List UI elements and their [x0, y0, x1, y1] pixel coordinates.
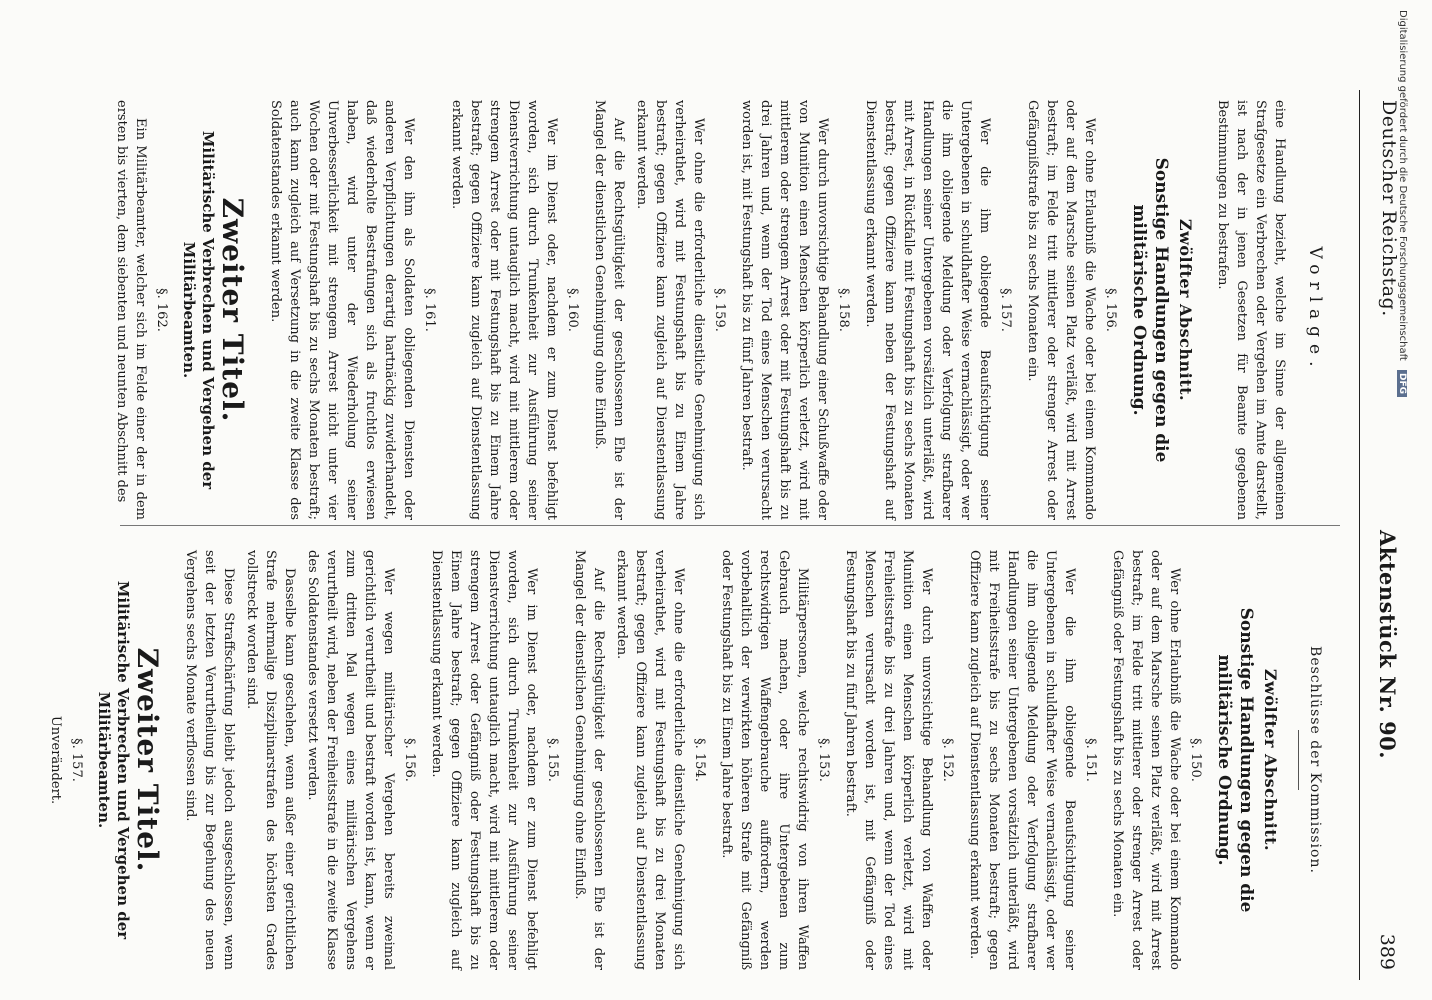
stamp-text: Digitalisierung gefördert durch die Deutsche Forschungsgemeinschaft: [1397, 10, 1408, 361]
page-header: [1350, 60, 1420, 1000]
paragraph-number: §. 155.: [545, 738, 560, 782]
right-section-title: Sonstige Handlungen gegen die militärische Ordnung.: [1214, 607, 1256, 913]
column-divider: [120, 525, 1340, 526]
paragraph-number: §. 158.: [836, 288, 851, 332]
right-paragraph: [717, 550, 833, 970]
paragraph-text: Wer durch unvorsichtige Behandlung einer Schußwaffe oder von Munition einen Menschen körperlich verletzt, wird mit mittlerem oder strengem Arrest oder mit Festungshaft bis zu drei Jahren und, wenn der Tod eines Menschen verursacht worden ist, mit Festungshaft bis zu fünf Jahren bestraft.: [739, 100, 830, 520]
paragraph-text: Wer die ihm obliegende Beaufsichtigung seiner Untergebenen in schuldhafter Weise vernachlässigt, oder wer die ihm obliegende Meldung oder Verfolgung strafbarer Handlungen seiner Untergebenen vorsätzlich unterläßt, wird mit Arrest, in Rückfalle mit Festungshaft bis zu sechs Monaten bestraft; gegen Offiziere kann neben der Festungshaft auf Dienstentlassung erkannt werden.: [863, 100, 992, 520]
right-paragraph: [181, 550, 238, 970]
right-section: Zwölfter Abschnitt.: [1261, 668, 1280, 852]
right-paragraph: [1108, 550, 1205, 970]
right-paragraph: [570, 550, 608, 970]
left-titel: Zweiter Titel.: [216, 197, 249, 423]
paragraph-text: Wer wegen militärischer Vergehen bereits zweimal gerichtlich verurtheilt und bestraft worden ist, kann, wenn er zum dritten Mal wegen eines militärischen Vergehens verurtheilt wird, neben der Freiheitsstrafe in die zweite Klasse des Soldatenstandes versetzt werden.: [305, 550, 396, 970]
left-section: Zwölfter Abschnitt.: [1176, 218, 1195, 402]
right-paragraph: [965, 550, 1100, 970]
paragraph-text: Unverändert.: [48, 715, 63, 805]
paragraph-text: Wer den ihm als Soldaten obliegenden Diensten oder anderen Verpflichtungen derartig hartnäckig zuwiderhandelt, daß wiederholte Bestrafungen sich als fruchtlos erwiesen haben, wird unter der Wiederholung seiner Unverbesserlichkeit mit strengem Arrest nicht unter vier Wochen oder mit Festungshaft bis zu sechs Monaten bestraft; auch kann zugleich auf Versetzung in die zweite Klasse des Soldatenstandes erkannt werden.: [268, 100, 416, 520]
right-column: [42, 550, 1330, 970]
paragraph-text: Wer durch unvorsichtige Behandlung von Waffen oder Munition einen Menschen körperlich verletzt, wird mit Freiheitsstrafe bis zu drei Jahren und, wenn der Tod eines Menschen verursacht worden ist, mit Gefängniß oder Festungshaft bis zu fünf Jahren bestraft.: [843, 550, 934, 970]
digitization-stamp: [1390, 10, 1408, 990]
paragraph-number: §. 161.: [422, 288, 437, 332]
left-intro: eine Handlung bezieht, welche im Sinne der allgemeinen Strafgesetze ein Verbrechen oder Vergehen im Amte darstellt, ist nach der in jenen Gesetzen für Beamte gegebenen Bestimmungen zu bestrafen.: [1215, 100, 1287, 520]
left-paragraph: [590, 100, 628, 520]
rotated-page: [20, 60, 1420, 1000]
paragraph-number: §. 157.: [998, 288, 1013, 332]
paragraph-number: §. 156.: [1103, 288, 1118, 332]
paragraph-text: Wer ohne die erforderliche dienstliche Genehmigung sich verheirathet, wird mit Festungshaft bis zu drei Monaten bestraft; gegen Offiziere kann zugleich auf Dienstentlassung erkannt werden.: [614, 550, 686, 970]
left-paragraph: [632, 100, 729, 520]
paragraph-text: Auf die Rechtsgültigkeit der geschlossenen Ehe ist der Mangel der dienstlichen Genehmigung ohne Einfluß.: [572, 550, 606, 970]
left-column: [108, 100, 1330, 520]
header-left: Deutscher Reichstag.: [1378, 100, 1400, 317]
page-number: 389: [1376, 933, 1398, 970]
paragraph-text: Wer ohne die erforderliche dienstliche Genehmigung sich verheirathet, wird mit Festungshaft bis zu Einem Jahre bestraft; gegen Offiziere kann zugleich auf Dienstentlassung erkannt werden.: [634, 100, 706, 520]
paragraph-number: §. 153.: [816, 738, 831, 782]
right-titel: Zweiter Titel.: [131, 647, 164, 873]
paragraph-number: §. 159.: [712, 288, 727, 332]
left-paragraph: [737, 100, 853, 520]
paragraph-number: §. 154.: [692, 738, 707, 782]
paragraph-text: Wer im Dienst oder, nachdem er zum Dienst befehligt worden, sich durch Trunkenheit zur Ausführung seiner Dienstverrichtung untauglich macht, wird mit mittlerem oder strengem Arrest oder mit Festungshaft bis zu Einem Jahre bestraft; gegen Offiziere kann zugleich auf Dienstentlassung erkannt werden.: [449, 100, 559, 520]
left-paragraph: [861, 100, 1015, 520]
left-section-title: Sonstige Handlungen gegen die militärische Ordnung.: [1129, 157, 1171, 463]
paragraph-number: §. 157.: [69, 738, 84, 782]
paragraph-text: Auf die Rechtsgültigkeit der geschlossenen Ehe ist der Mangel der dienstlichen Genehmigung ohne Einfluß.: [592, 100, 626, 520]
heading-rule: [1298, 730, 1299, 790]
left-titel-subtitle: Militärische Verbrechen und Vergehen der Militärbeamten.: [180, 130, 217, 490]
paragraph-text: Diese Straffschärfung bleibt jedoch ausgeschlossen, wenn seit der letzten Verurtheilung bis zur Begehung des neuen Vergehens sechs Monate verflossen sind.: [183, 550, 236, 970]
header-middle: Aktenstück Nr. 90.: [1375, 530, 1400, 760]
left-column-heading: Vorlage.: [1305, 246, 1325, 374]
right-paragraph: [242, 550, 299, 970]
paragraph-number: §. 156.: [402, 738, 417, 782]
paragraph-text: Dasselbe kann geschehen, wenn außer einer gerichtlichen Strafe mehrmalige Disziplinarstrafen des höchsten Grades vollstreckt worden sind.: [244, 550, 297, 970]
paragraph-number: §. 160.: [565, 288, 580, 332]
paragraph-number: §. 150.: [1188, 738, 1203, 782]
right-paragraph: [612, 550, 709, 970]
paragraph-number: §. 162.: [154, 288, 169, 332]
right-paragraph: [841, 550, 957, 970]
header-rule: [1359, 90, 1360, 980]
paragraph-text: Wer ohne Erlaubniß die Wache oder bei einem Kommando oder auf dem Marsche seinen Platz verläßt, wird mit Arrest bestraft; im Felde tritt mittlerer oder strenger Arrest oder Gefängniß oder Festungshaft bis zu sechs Monaten ein.: [1110, 550, 1182, 970]
paragraph-number: §. 152.: [940, 738, 955, 782]
left-paragraph: [447, 100, 582, 520]
paragraph-number: §. 151.: [1083, 738, 1098, 782]
paragraph-text: Wer ohne Erlaubniß die Wache oder bei einem Kommando oder auf dem Marsche seinen Platz verläßt, wird mit Arrest bestraft; im Felde tritt mittlerer oder strenger Arrest oder Gefängnißstrafe bis zu sechs Monaten ein.: [1025, 100, 1097, 520]
left-paragraph: [1023, 100, 1120, 520]
right-column-heading: Beschlüsse der Kommission.: [1307, 646, 1323, 874]
right-paragraph: [427, 550, 562, 970]
dfg-logo: DFG: [1397, 370, 1407, 397]
paragraph-text: Militärpersonen, welche rechtswidrig von ihren Waffen Gebrauch machen, oder ihre Untergebenen zum rechtswidrigen Waffengebrauche auffordern, werden vorbehaltlich der verwirkten höheren Strafe mit Gefängniß oder Festungshaft bis zu Einem Jahre bestraft.: [719, 550, 810, 970]
paragraph-text: Ein Militärbeamter, welcher sich im Felde einer der in dem ersten bis vierten, dem siebenten und neunten Abschnitt des: [114, 100, 148, 520]
left-paragraph: [266, 100, 439, 520]
right-titel-subtitle: Militärische Verbrechen und Vergehen der Militärbeamten.: [95, 580, 132, 940]
paragraph-text: Wer die ihm obliegende Beaufsichtigung seiner Untergebenen in schuldhafter Weise vernachlässigt, oder wer die ihm obliegende Meldung oder Verfolgung strafbarer Handlungen seiner Untergebenen vorsätzlich unterläßt, wird mit Freiheitsstrafe bis zu sechs Monaten bestraft; gegen Offiziere kann zugleich auf Dienstentlassung erkannt werden.: [967, 550, 1077, 970]
right-paragraph: [303, 550, 419, 970]
paragraph-text: Wer im Dienst oder, nachdem er zum Dienst befehligt worden, sich durch Trunkenheit zur Ausführung seiner Dienstverrichtung untauglich macht, wird mit mittlerem oder strengem Arrest oder Gefängniß oder Festungshaft bis zu Einem Jahre bestraft; gegen Offiziere kann zugleich auf Dienstentlassung erkannt werden.: [429, 550, 539, 970]
